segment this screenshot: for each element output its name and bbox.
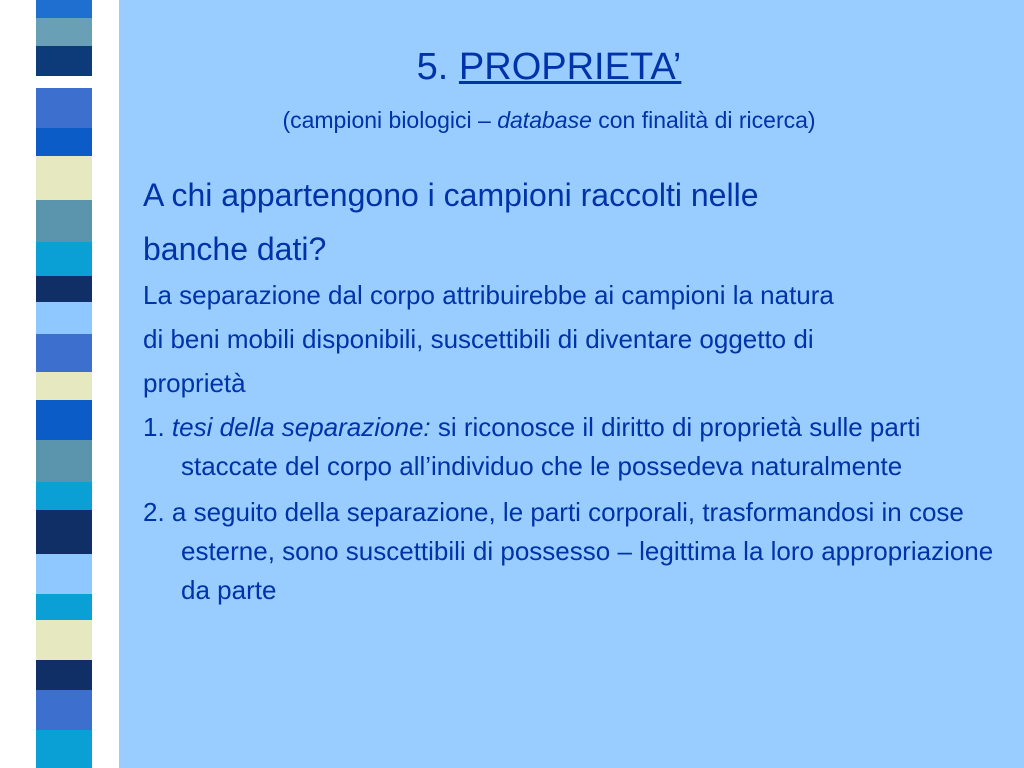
stripe-band (36, 76, 92, 88)
stripe-band (36, 372, 92, 400)
stripe-column (36, 0, 92, 768)
slide-content (119, 0, 1024, 768)
question-line-1: A chi appartengono i campioni raccolti nelle (143, 177, 759, 213)
slide-subtitle (119, 105, 979, 135)
subtitle-italic: database (497, 107, 592, 133)
paragraph-2: di beni mobili disponibili, suscettibili di diventare oggetto di (143, 324, 814, 354)
question-line-2: banche dati? (143, 231, 327, 267)
stripe-band (36, 620, 92, 660)
stripe-band (36, 594, 92, 620)
paragraph-3: proprietà (143, 368, 246, 398)
item-1-text: si riconosce il diritto di proprietà sulle parti staccate del corpo all’individuo che le possedeva naturalmente (181, 412, 921, 481)
list-item-2: 2. a seguito della separazione, le parti corporali, trasformandosi in cose esterne, sono suscettibili di possesso – legittima la loro appropriazione da parte (143, 497, 994, 605)
stripe-band (36, 156, 92, 200)
slide-title (119, 43, 979, 91)
stripe-band (36, 200, 92, 242)
title-number: 5. (416, 46, 459, 88)
slide-body (143, 168, 1003, 610)
title-main: PROPRIETA’ (458, 46, 682, 88)
stripe-band (36, 242, 92, 276)
item-1-number: 1. (143, 412, 172, 442)
stripe-band (36, 302, 92, 334)
subtitle-after: con finalità di ricerca) (591, 107, 816, 133)
stripe-band (36, 440, 92, 482)
stripe-band (36, 18, 92, 46)
stripe-band (36, 660, 92, 690)
list-item-1 (143, 408, 1003, 486)
stripe-band (36, 128, 92, 156)
stripe-band (36, 482, 92, 510)
decorative-stripe-bar (0, 0, 119, 768)
stripe-band (36, 730, 92, 768)
subtitle-before: (campioni biologici – (282, 107, 498, 133)
stripe-band (36, 690, 92, 730)
stripe-band (36, 276, 92, 302)
stripe-band (36, 554, 92, 594)
stripe-band (36, 334, 92, 372)
stripe-band (36, 46, 92, 76)
stripe-band (36, 88, 92, 128)
stripe-band (36, 0, 92, 18)
stripe-band (36, 400, 92, 440)
paragraph-1: La separazione dal corpo attribuirebbe ai campioni la natura (143, 280, 834, 310)
item-1-italic: tesi della separazione: (171, 412, 431, 442)
stripe-band (36, 510, 92, 554)
